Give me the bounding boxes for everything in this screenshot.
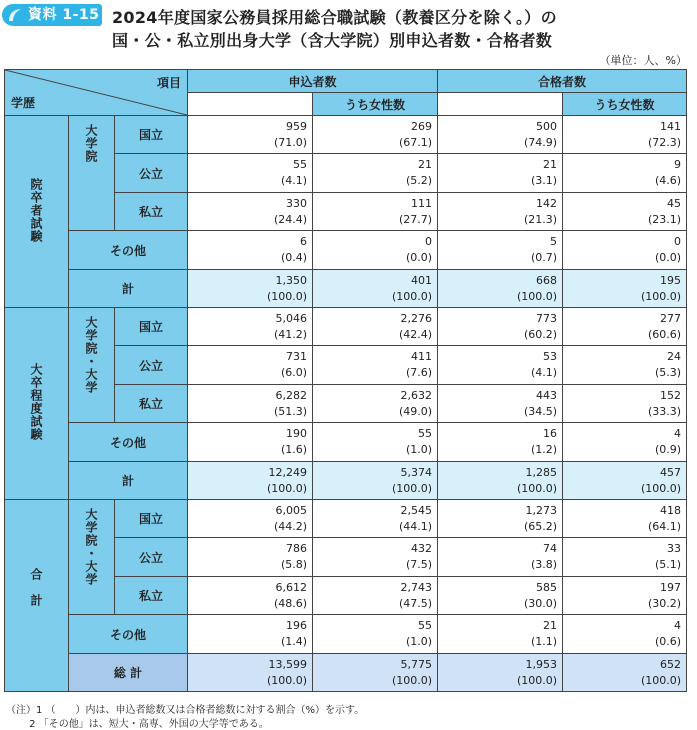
value-cell [313, 154, 438, 193]
value-cell [438, 346, 563, 385]
count-value: 55 [293, 158, 308, 171]
percent-value: (0.6) [654, 635, 682, 648]
school-type-label: 大学院 [84, 124, 98, 163]
value-cell [313, 193, 438, 231]
value-cell [438, 500, 563, 538]
value-cell [313, 308, 438, 346]
badge-swoosh-icon [7, 7, 23, 23]
count-value: 6,612 [275, 580, 308, 594]
row-label: 国立 [115, 308, 188, 346]
value-cell [313, 385, 438, 423]
value-cell [188, 231, 313, 270]
percent-value: (21.3) [523, 212, 558, 226]
count-value: 1,953 [525, 657, 558, 671]
table-row [5, 500, 687, 538]
count-value: 0 [425, 235, 433, 248]
percent-value: (100.0) [266, 673, 308, 687]
count-value: 21 [418, 158, 433, 171]
count-value: 277 [660, 311, 682, 325]
count-value: 585 [536, 580, 558, 594]
percent-value: (3.1) [530, 174, 558, 187]
count-value: 786 [286, 542, 308, 555]
table-row [5, 116, 687, 154]
value-cell [438, 654, 563, 692]
count-value: 21 [543, 619, 558, 632]
table-row [5, 423, 687, 462]
percent-value: (4.6) [654, 174, 682, 187]
footnote-2: 2 「その他」は、短大・高専、外国の大学等である。 [6, 719, 269, 730]
percent-value: (64.1) [647, 519, 682, 533]
percent-value: (33.3) [647, 404, 682, 418]
percent-value: (42.4) [398, 327, 433, 341]
exam-group-cell [5, 116, 69, 308]
value-cell [563, 654, 687, 692]
percent-value: (0.0) [405, 251, 433, 264]
count-value: 196 [286, 619, 308, 632]
percent-value: (0.9) [654, 443, 682, 456]
percent-value: (100.0) [391, 673, 433, 687]
percent-value: (100.0) [640, 673, 682, 687]
value-cell [188, 385, 313, 423]
percent-value: (100.0) [516, 289, 558, 303]
value-cell [563, 538, 687, 577]
percent-value: (41.2) [273, 327, 308, 341]
sum-row [5, 654, 687, 692]
count-value: 45 [667, 196, 682, 210]
item-header: 項目 [157, 76, 182, 90]
value-cell [188, 462, 313, 500]
value-cell [188, 654, 313, 692]
passers-women-header: うち女性数 [563, 93, 687, 116]
value-cell [313, 423, 438, 462]
percent-value: (0.4) [280, 251, 308, 264]
percent-value: (100.0) [266, 289, 308, 303]
percent-value: (1.0) [405, 443, 433, 456]
percent-value: (60.2) [523, 327, 558, 341]
value-cell [313, 500, 438, 538]
count-value: 9 [674, 158, 682, 171]
percent-value: (27.7) [398, 212, 433, 226]
percent-value: (5.2) [405, 174, 433, 187]
value-cell [188, 615, 313, 654]
value-cell [188, 346, 313, 385]
count-value: 500 [536, 119, 558, 133]
subtotal-label: 計 [69, 270, 188, 308]
value-cell [438, 270, 563, 308]
other-row-label: その他 [69, 231, 188, 270]
count-value: 1,285 [525, 465, 558, 479]
count-value: 74 [543, 542, 558, 555]
sum-row [5, 462, 687, 500]
count-value: 2,632 [400, 388, 433, 402]
count-value: 12,249 [268, 465, 308, 479]
school-type-cell [69, 500, 115, 615]
value-cell [438, 231, 563, 270]
percent-value: (100.0) [266, 481, 308, 495]
count-value: 5,775 [400, 657, 433, 671]
row-label: 私立 [115, 193, 188, 231]
footnote-1: （注）1 （ ）内は、申込者総数又は合格者総数に対する割合（%）を示す。 [6, 705, 365, 716]
value-cell [438, 538, 563, 577]
percent-value: (100.0) [391, 289, 433, 303]
value-cell [313, 231, 438, 270]
value-cell [563, 308, 687, 346]
exam-group-cell [5, 308, 69, 500]
subtotal-label: 計 [69, 462, 188, 500]
row-label: 公立 [115, 154, 188, 193]
page-title-line2: 国・公・私立別出身大学（含大学院）別申込者数・合格者数 [112, 31, 553, 50]
corner-header-cell [5, 70, 188, 116]
count-value: 2,276 [400, 311, 433, 325]
percent-value: (65.2) [523, 519, 558, 533]
percent-value: (4.1) [530, 366, 558, 379]
value-cell [563, 385, 687, 423]
percent-value: (0.7) [530, 251, 558, 264]
percent-value: (47.5) [398, 596, 433, 610]
percent-value: (100.0) [516, 481, 558, 495]
statistics-table [4, 69, 687, 692]
value-cell [188, 154, 313, 193]
value-cell [313, 538, 438, 577]
percent-value: (1.6) [280, 443, 308, 456]
value-cell [563, 577, 687, 615]
count-value: 13,599 [268, 657, 308, 671]
count-value: 142 [536, 196, 558, 210]
row-label: 国立 [115, 116, 188, 154]
applicants-women-header: うち女性数 [313, 93, 438, 116]
value-cell [313, 462, 438, 500]
value-cell [438, 577, 563, 615]
row-label: 公立 [115, 346, 188, 385]
count-value: 24 [667, 350, 682, 363]
count-value: 197 [660, 580, 682, 594]
value-cell [313, 270, 438, 308]
value-cell [313, 577, 438, 615]
percent-value: (34.5) [523, 404, 558, 418]
value-cell [563, 615, 687, 654]
count-value: 195 [660, 273, 682, 287]
value-cell [563, 193, 687, 231]
document-badge [2, 4, 102, 26]
percent-value: (5.3) [654, 366, 682, 379]
row-label: 私立 [115, 577, 188, 615]
percent-value: (51.3) [273, 404, 308, 418]
count-value: 5,374 [400, 465, 433, 479]
count-value: 1,273 [525, 503, 558, 517]
percent-value: (72.3) [647, 135, 682, 149]
percent-value: (1.1) [530, 635, 558, 648]
percent-value: (3.8) [530, 558, 558, 571]
table-row [5, 308, 687, 346]
value-cell [188, 577, 313, 615]
percent-value: (1.0) [405, 635, 433, 648]
count-value: 33 [667, 542, 682, 555]
count-value: 432 [411, 542, 433, 555]
value-cell [313, 654, 438, 692]
row-label: 私立 [115, 385, 188, 423]
count-value: 141 [660, 119, 682, 133]
percent-value: (24.4) [273, 212, 308, 226]
count-value: 53 [543, 350, 558, 363]
value-cell [438, 116, 563, 154]
school-type-cell [69, 116, 115, 231]
count-value: 401 [411, 273, 433, 287]
count-value: 55 [418, 619, 433, 632]
blank-header-cell [188, 93, 313, 116]
percent-value: (100.0) [391, 481, 433, 495]
row-label: 国立 [115, 500, 188, 538]
row-label: 公立 [115, 538, 188, 577]
value-cell [563, 462, 687, 500]
count-value: 330 [286, 196, 308, 210]
value-cell [438, 462, 563, 500]
passers-header: 合格者数 [438, 70, 687, 93]
count-value: 2,743 [400, 580, 433, 594]
table-row [5, 231, 687, 270]
value-cell [438, 308, 563, 346]
value-cell [313, 346, 438, 385]
value-cell [188, 308, 313, 346]
count-value: 457 [660, 465, 682, 479]
school-type-label: 大学院・大学 [84, 316, 98, 394]
unit-label: （単位：人、%） [599, 54, 687, 67]
value-cell [188, 538, 313, 577]
percent-value: (4.1) [280, 174, 308, 187]
count-value: 959 [286, 119, 308, 133]
other-row-label: その他 [69, 423, 188, 462]
count-value: 4 [674, 619, 682, 632]
percent-value: (7.6) [405, 366, 433, 379]
education-header: 学歴 [11, 96, 36, 110]
count-value: 6,005 [275, 503, 308, 517]
count-value: 5 [550, 235, 558, 248]
blank-header-cell [438, 93, 563, 116]
percent-value: (100.0) [516, 673, 558, 687]
school-type-cell [69, 308, 115, 423]
table-row [5, 615, 687, 654]
count-value: 668 [536, 273, 558, 287]
page-title-line1: 2024年度国家公務員採用総合職試験（教養区分を除く。）の [112, 8, 557, 27]
count-value: 55 [418, 427, 433, 440]
count-value: 6,282 [275, 388, 308, 402]
percent-value: (48.6) [273, 596, 308, 610]
count-value: 411 [411, 350, 433, 363]
count-value: 443 [536, 388, 558, 402]
percent-value: (44.2) [273, 519, 308, 533]
count-value: 190 [286, 427, 308, 440]
value-cell [188, 500, 313, 538]
count-value: 4 [674, 427, 682, 440]
exam-group-label: 院卒者試験 [29, 177, 43, 243]
percent-value: (100.0) [640, 289, 682, 303]
count-value: 21 [543, 158, 558, 171]
count-value: 0 [674, 235, 682, 248]
grand-total-label: 総 計 [69, 654, 188, 692]
count-value: 111 [411, 196, 433, 210]
percent-value: (60.6) [647, 327, 682, 341]
percent-value: (67.1) [398, 135, 433, 149]
count-value: 269 [411, 119, 433, 133]
exam-group-label: 合計 [29, 568, 43, 620]
count-value: 1,350 [275, 273, 308, 287]
value-cell [563, 154, 687, 193]
count-value: 2,545 [400, 503, 433, 517]
value-cell [188, 270, 313, 308]
value-cell [313, 615, 438, 654]
value-cell [563, 231, 687, 270]
value-cell [563, 116, 687, 154]
count-value: 6 [300, 235, 308, 248]
other-row-label: その他 [69, 615, 188, 654]
value-cell [438, 193, 563, 231]
count-value: 652 [660, 657, 682, 671]
count-value: 418 [660, 503, 682, 517]
sum-row [5, 270, 687, 308]
percent-value: (30.0) [523, 596, 558, 610]
count-value: 773 [536, 311, 558, 325]
applicants-header: 申込者数 [188, 70, 438, 93]
percent-value: (5.1) [654, 558, 682, 571]
value-cell [313, 116, 438, 154]
percent-value: (49.0) [398, 404, 433, 418]
percent-value: (7.5) [405, 558, 433, 571]
value-cell [438, 385, 563, 423]
count-value: 5,046 [275, 311, 308, 325]
value-cell [563, 423, 687, 462]
percent-value: (1.2) [530, 443, 558, 456]
value-cell [563, 500, 687, 538]
count-value: 16 [543, 427, 558, 440]
percent-value: (0.0) [654, 251, 682, 264]
exam-group-label: 大卒程度試験 [29, 363, 43, 441]
school-type-label: 大学院・大学 [84, 508, 98, 586]
percent-value: (6.0) [280, 366, 308, 379]
exam-group-cell [5, 500, 69, 692]
percent-value: (5.8) [280, 558, 308, 571]
count-value: 152 [660, 388, 682, 402]
value-cell [438, 154, 563, 193]
count-value: 731 [286, 350, 308, 363]
value-cell [188, 423, 313, 462]
value-cell [188, 193, 313, 231]
value-cell [563, 346, 687, 385]
percent-value: (23.1) [647, 212, 682, 226]
value-cell [188, 116, 313, 154]
percent-value: (1.4) [280, 635, 308, 648]
value-cell [438, 423, 563, 462]
value-cell [563, 270, 687, 308]
percent-value: (30.2) [647, 596, 682, 610]
percent-value: (100.0) [640, 481, 682, 495]
badge-label: 資料 1-15 [28, 7, 100, 23]
value-cell [438, 615, 563, 654]
percent-value: (74.9) [523, 135, 558, 149]
percent-value: (44.1) [398, 519, 433, 533]
percent-value: (71.0) [273, 135, 308, 149]
